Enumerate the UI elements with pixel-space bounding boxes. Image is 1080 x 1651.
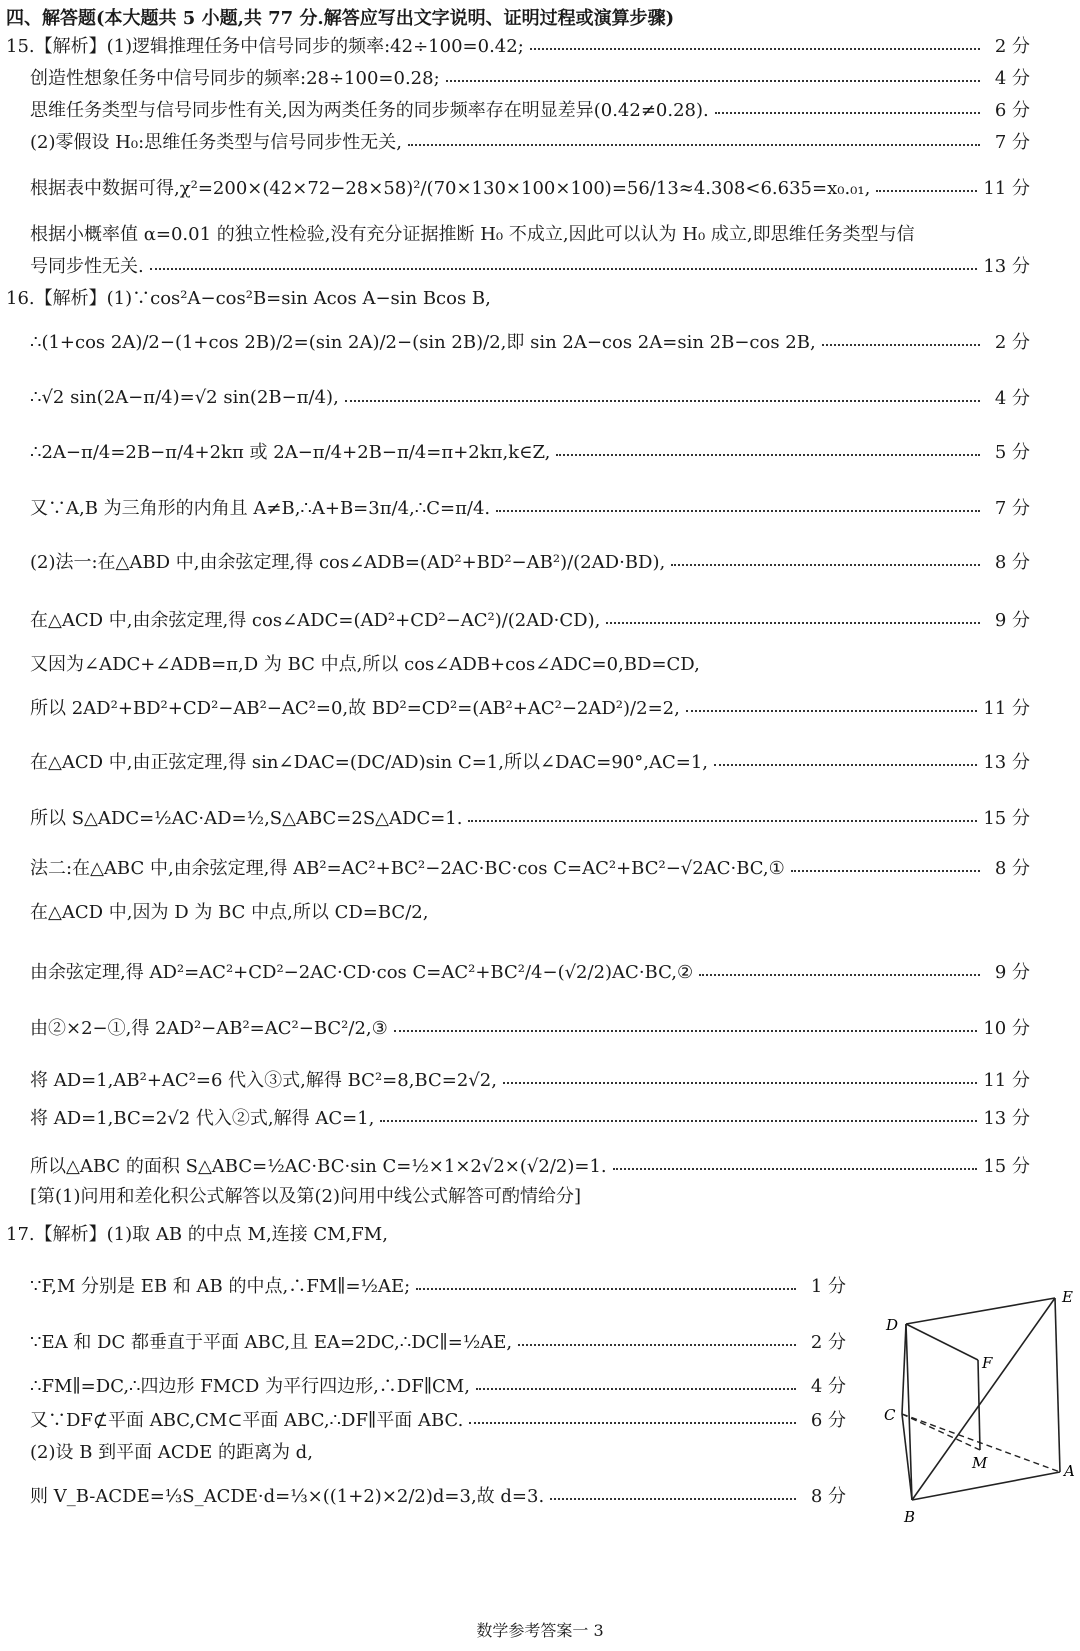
- answer-line: [30, 956, 1030, 986]
- line-text: ∴2A−π/4=2B−π/4+2kπ 或 2A−π/4+2B−π/4=π+2kπ,k∈Z,: [30, 442, 551, 463]
- score-label: 2 分: [994, 36, 1030, 57]
- score-label: 10 分: [983, 1018, 1030, 1039]
- dot-leader: [394, 1030, 978, 1032]
- dot-leader: [446, 80, 980, 82]
- label-A: A: [1064, 1462, 1075, 1480]
- score-label: 4 分: [994, 388, 1030, 409]
- page-footer: 数学参考答案一 3: [476, 1621, 604, 1640]
- dot-leader: [469, 1422, 796, 1424]
- answer-line: [30, 692, 1030, 722]
- line-text: 由余弦定理,得 AD²=AC²+CD²−2AC·CD·cos C=AC²+BC²/4−(√2/2)AC·BC,②: [30, 962, 694, 983]
- dot-leader: [686, 710, 978, 712]
- answer-line: [30, 746, 1030, 776]
- dot-leader: [150, 268, 978, 270]
- line-text: 思维任务类型与信号同步性有关,因为两类任务的同步频率存在明显差异(0.42≠0.28).: [30, 100, 709, 121]
- edge-DC: [902, 1324, 906, 1414]
- score-label: 11 分: [983, 698, 1030, 719]
- score-label: 4 分: [810, 1376, 846, 1397]
- dot-leader: [530, 48, 980, 50]
- answer-line: [30, 62, 1030, 92]
- score-label: 8 分: [994, 858, 1030, 879]
- line-text: 法二:在△ABC 中,由余弦定理,得 AB²=AC²+BC²−2AC·BC·cos C=AC²+BC²−√2AC·BC,①: [30, 858, 785, 879]
- line-text: 在△ACD 中,由正弦定理,得 sin∠DAC=(DC/AD)sin C=1,所以∠DAC=90°,AC=1,: [30, 752, 708, 773]
- score-label: 1 分: [810, 1276, 846, 1297]
- dot-leader: [380, 1120, 977, 1122]
- dot-leader: [468, 820, 977, 822]
- label-D: D: [886, 1316, 899, 1334]
- answer-line: [30, 1326, 846, 1356]
- dot-leader: [613, 1168, 978, 1170]
- line-text: 创造性想象任务中信号同步的频率:28÷100=0.28;: [30, 68, 440, 89]
- answer-line: [6, 30, 1030, 60]
- answer-line: [30, 648, 1030, 678]
- score-label: 13 分: [983, 1108, 1030, 1129]
- answer-line: [30, 802, 1030, 832]
- edge-DE: [906, 1298, 1055, 1324]
- answer-line: [30, 326, 1030, 356]
- line-text: (2)设 B 到平面 ACDE 的距离为 d,: [30, 1442, 313, 1463]
- line-text: 又∵A,B 为三角形的内角且 A≠B,∴A+B=3π/4,∴C=π/4.: [30, 498, 491, 519]
- score-label: 5 分: [994, 442, 1030, 463]
- score-label: 6 分: [810, 1410, 846, 1431]
- answer-line: [30, 1436, 846, 1466]
- line-text: 17.【解析】(1)取 AB 的中点 M,连接 CM,FM,: [6, 1224, 388, 1245]
- line-text: 在△ACD 中,由余弦定理,得 cos∠ADC=(AD²+CD²−AC²)/(2AD·CD),: [30, 610, 601, 631]
- dot-leader: [503, 1082, 977, 1084]
- dot-leader: [715, 112, 980, 114]
- line-text: ∵F,M 分别是 EB 和 AB 的中点,∴FM∥=½AE;: [30, 1276, 411, 1297]
- answer-line: [30, 126, 1030, 156]
- answer-line: [30, 1270, 846, 1300]
- dot-leader: [606, 622, 980, 624]
- score-label: 7 分: [994, 132, 1030, 153]
- line-text: 号同步性无关.: [30, 256, 144, 277]
- answer-line: [6, 282, 1030, 312]
- line-text: ∴(1+cos 2A)/2−(1+cos 2B)/2=(sin 2A)/2−(sin 2B)/2,即 sin 2A−cos 2A=sin 2B−cos 2B,: [30, 332, 816, 353]
- geometry-figure: [880, 1290, 1080, 1590]
- line-text: [第(1)问用和差化积公式解答以及第(2)问用中线公式解答可酌情给分]: [30, 1186, 582, 1207]
- score-label: 15 分: [983, 1156, 1030, 1177]
- answer-line: [30, 172, 1030, 202]
- score-label: 13 分: [983, 752, 1030, 773]
- dot-leader: [791, 870, 980, 872]
- answer-line: [30, 1150, 1030, 1180]
- line-text: 所以 S△ADC=½AC·AD=½,S△ABC=2S△ADC=1.: [30, 808, 463, 829]
- line-text: 所以 2AD²+BD²+CD²−AB²−AC²=0,故 BD²=CD²=(AB²+AC²−2AD²)/2=2,: [30, 698, 680, 719]
- line-text: (2)零假设 H₀:思维任务类型与信号同步性无关,: [30, 132, 402, 153]
- line-text: 则 V_B-ACDE=⅓S_ACDE·d=⅓×((1+2)×2/2)d=3,故 d=3.: [30, 1486, 545, 1507]
- line-text: 又因为∠ADC+∠ADB=π,D 为 BC 中点,所以 cos∠ADB+cos∠ADC=0,BD=CD,: [30, 654, 700, 675]
- score-label: 15 分: [983, 808, 1030, 829]
- line-text: 所以△ABC 的面积 S△ABC=½AC·BC·sin C=½×1×2√2×(√2/2)=1.: [30, 1156, 607, 1177]
- line-text: (2)法一:在△ABD 中,由余弦定理,得 cos∠ADB=(AD²+BD²−AB²)/(2AD·BD),: [30, 552, 666, 573]
- score-label: 13 分: [983, 256, 1030, 277]
- label-E: E: [1062, 1290, 1073, 1306]
- score-label: 9 分: [994, 610, 1030, 631]
- dot-leader: [822, 344, 980, 346]
- dot-leader: [476, 1388, 796, 1390]
- label-F: F: [982, 1354, 993, 1372]
- line-text: 根据表中数据可得,χ²=200×(42×72−28×58)²/(70×130×100×100)=56/13≈4.308<6.635=x₀.₀₁,: [30, 178, 871, 199]
- dot-leader: [496, 510, 980, 512]
- score-label: 8 分: [994, 552, 1030, 573]
- score-label: 11 分: [983, 178, 1030, 199]
- answer-line: [30, 436, 1030, 466]
- line-text: ∵EA 和 DC 都垂直于平面 ABC,且 EA=2DC,∴DC∥=½AE,: [30, 1332, 513, 1353]
- score-label: 2 分: [810, 1332, 846, 1353]
- line-text: 又∵DF⊄平面 ABC,CM⊂平面 ABC,∴DF∥平面 ABC.: [30, 1410, 464, 1431]
- dot-leader: [345, 400, 980, 402]
- dot-leader: [699, 974, 980, 976]
- answer-line: [30, 896, 1030, 926]
- dot-leader: [408, 144, 980, 146]
- answer-line: [30, 1180, 1030, 1210]
- dot-leader: [518, 1344, 796, 1346]
- score-label: 11 分: [983, 1070, 1030, 1091]
- line-text: 16.【解析】(1)∵cos²A−cos²B=sin Acos A−sin Bcos B,: [6, 288, 491, 309]
- line-text: ∴√2 sin(2A−π/4)=√2 sin(2B−π/4),: [30, 386, 339, 408]
- dot-leader: [556, 454, 980, 456]
- answer-line: [30, 94, 1030, 124]
- dot-leader: [714, 764, 977, 766]
- edge-BA: [912, 1472, 1060, 1500]
- answer-line: [30, 218, 1030, 248]
- answer-line: [30, 382, 1030, 412]
- edge-EA: [1055, 1298, 1060, 1472]
- answer-line: [30, 604, 1030, 634]
- dot-leader: [671, 564, 980, 566]
- dot-leader: [876, 190, 977, 192]
- score-label: 6 分: [994, 100, 1030, 121]
- line-text: 在△ACD 中,因为 D 为 BC 中点,所以 CD=BC/2,: [30, 902, 429, 923]
- answer-line: [30, 1012, 1030, 1042]
- score-label: 9 分: [994, 962, 1030, 983]
- score-label: 8 分: [810, 1486, 846, 1507]
- answer-line: [30, 546, 1030, 576]
- answer-line: [30, 1102, 1030, 1132]
- score-label: 2 分: [994, 332, 1030, 353]
- dot-leader: [550, 1498, 796, 1500]
- score-label: 4 分: [994, 68, 1030, 89]
- line-text: 由②×2−①,得 2AD²−AB²=AC²−BC²/2,③: [30, 1018, 388, 1039]
- label-B: B: [904, 1508, 916, 1526]
- answer-line: [30, 250, 1030, 280]
- score-label: 7 分: [994, 498, 1030, 519]
- label-C: C: [884, 1406, 896, 1424]
- answer-line: [6, 1218, 1030, 1248]
- line-text: 15.【解析】(1)逻辑推理任务中信号同步的频率:42÷100=0.42;: [6, 36, 524, 57]
- line-text: 将 AD=1,BC=2√2 代入②式,解得 AC=1,: [30, 1108, 375, 1129]
- answer-line: [30, 492, 1030, 522]
- answer-line: [30, 1370, 846, 1400]
- answer-line: [30, 852, 1030, 882]
- answer-line: [30, 1404, 846, 1434]
- edge-FM: [978, 1360, 980, 1450]
- dot-leader: [416, 1288, 796, 1290]
- section-header: 四、解答题(本大题共 5 小题,共 77 分.解答应写出文字说明、证明过程或演算步骤): [6, 8, 675, 29]
- answer-line: [30, 1480, 846, 1510]
- line-text: 将 AD=1,AB²+AC²=6 代入③式,解得 BC²=8,BC=2√2,: [30, 1070, 497, 1091]
- line-text: 根据小概率值 α=0.01 的独立性检验,没有充分证据推断 H₀ 不成立,因此可以认为 H₀ 成立,即思维任务类型与信: [30, 224, 915, 245]
- line-text: ∴FM∥=DC,∴四边形 FMCD 为平行四边形,∴DF∥CM,: [30, 1376, 470, 1397]
- answer-line: [30, 1064, 1030, 1094]
- label-M: M: [972, 1454, 988, 1472]
- edge-DF: [906, 1324, 978, 1360]
